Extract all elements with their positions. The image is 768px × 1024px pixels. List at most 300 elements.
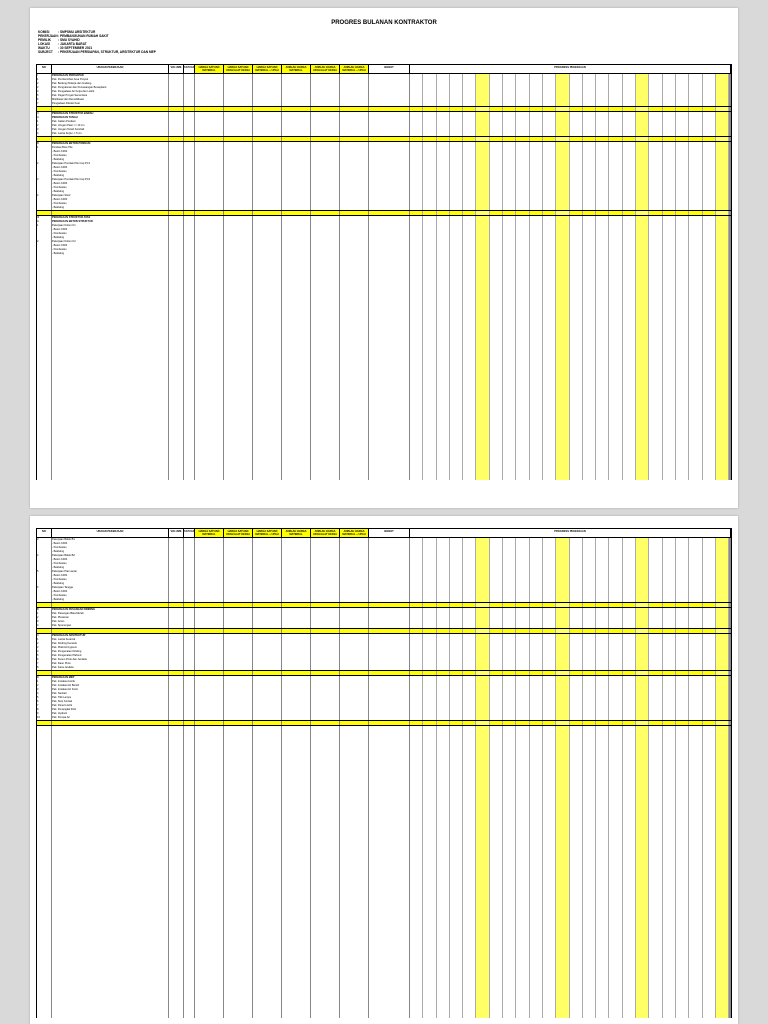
cell-no: 1 [37,638,52,642]
cell-uraian: Pek. Plafond Gypsum [52,646,169,650]
cell-uraian: - Pembesian [52,232,169,236]
cell-jumlah-upah [311,206,340,210]
cell-no [37,603,52,607]
table-body [36,538,732,1018]
cell-no: 5 [37,654,52,658]
cell-uraian: Pek. Pagar Proyek Sementara [52,94,169,98]
cell-volume [169,598,184,602]
cell-harga-upah [224,629,253,633]
cell-no: A [37,220,52,224]
cell-jumlah-upah [311,137,340,141]
cell-harga-total [253,716,282,720]
cell-bobot [369,137,410,141]
table-row [36,476,732,480]
cell-no [37,1014,52,1018]
cell-no [37,721,52,725]
cell-bobot [369,598,410,602]
cell-no: I [37,74,52,78]
cell-progress [410,666,731,670]
cell-no: 4 [37,624,52,628]
cell-harga-total [253,666,282,670]
cell-no: 2 [37,684,52,688]
cell-no: 1 [37,680,52,684]
cell-jumlah-material [282,1014,311,1018]
cell-progress [410,603,731,607]
cell-uraian: - Bekisting [52,174,169,178]
cell-no: 3 [37,178,52,182]
cell-harga-upah [224,721,253,725]
cell-uraian: PEKERJAAN STRUKTUR BAWAH [52,112,169,116]
cell-bobot [369,716,410,720]
cell-no: 7 [37,704,52,708]
table-row [36,132,732,136]
meta-value: : PEKERJAAN PERSIAPAN, STRUKTUR, ARSITEKTUR DAN MEP [58,50,156,54]
cell-progress [410,137,731,141]
cell-jumlah-total [340,666,369,670]
cell-no: 4 [37,194,52,198]
cell-no [37,476,52,480]
report-page-2 [30,516,738,1024]
cell-uraian: Pek. Titik Lampu [52,696,169,700]
cell-progress [410,132,731,136]
cell-harga-material [195,137,224,141]
cell-uraian: - Beton K300 [52,182,169,186]
cell-uraian: - Bekisting [52,252,169,256]
cell-no: 1 [37,146,52,150]
report-meta [38,30,156,54]
cell-uraian: Pek. Galian Pondasi [52,120,169,124]
cell-harga-upah [224,671,253,675]
cell-no: 6 [37,586,52,590]
cell-jumlah-material [282,721,311,725]
cell-jumlah-upah [311,716,340,720]
col-bobot: BOBOT [369,529,410,537]
cell-no: III [37,216,52,220]
cell-jumlah-total [340,624,369,628]
cell-uraian: Pekerjaan Kolom K1 [52,224,169,228]
table-row [36,666,732,670]
cell-harga-material [195,666,224,670]
cell-uraian: - Pembesian [52,594,169,598]
cell-uraian: Pek. Pengecatan Dinding [52,650,169,654]
cell-bobot [369,107,410,111]
col-no: NO [37,529,52,537]
cell-harga-total [253,721,282,725]
cell-uraian: - Bekisting [52,206,169,210]
cell-no [37,137,52,141]
cell-no: 5 [37,570,52,574]
table-row [36,102,732,106]
cell-satuan [184,476,195,480]
cell-jumlah-upah [311,476,340,480]
cell-no: 3 [37,128,52,132]
cell-uraian: Pek. Lantai Keramik [52,638,169,642]
cell-uraian: Pek. Pengadaan Air Kerja dan Listrik [52,90,169,94]
cell-volume [169,107,184,111]
cell-satuan [184,629,195,633]
cell-satuan [184,603,195,607]
cell-satuan [184,671,195,675]
cell-harga-total [253,107,282,111]
cell-uraian: PEKERJAAN PASANGAN DINDING [52,608,169,612]
cell-uraian: Pek. Plesteran [52,616,169,620]
cell-uraian: Pek. Pompa Air [52,716,169,720]
cell-uraian: - Beton K300 [52,166,169,170]
cell-harga-total [253,671,282,675]
cell-uraian: Pek. Stop Kontak [52,700,169,704]
cell-no: 3 [37,620,52,624]
cell-jumlah-total [340,716,369,720]
cell-uraian [52,721,169,725]
cell-progress [410,624,731,628]
cell-no: 3 [37,688,52,692]
col-satuan: SATUAN [184,529,195,537]
col-harga-upah: HARGA SATUAN UPAH/ALAT KERJA [224,529,253,537]
cell-no: 2 [37,124,52,128]
cell-progress [410,716,731,720]
cell-no: 1 [37,78,52,82]
cell-uraian: - Pembesian [52,154,169,158]
cell-bobot [369,603,410,607]
cell-harga-material [195,132,224,136]
cell-uraian: - Bekisting [52,236,169,240]
cell-no [37,598,52,602]
cell-progress [410,107,731,111]
cell-no: 7 [37,662,52,666]
col-bobot: BOBOT [369,65,410,73]
cell-jumlah-upah [311,671,340,675]
cell-uraian: - Beton K300 [52,244,169,248]
cell-volume [169,666,184,670]
cell-uraian [52,137,169,141]
cell-uraian [52,1014,169,1018]
cell-harga-material [195,716,224,720]
col-harga-material: HARGA SATUAN MATERIAL [195,65,224,73]
cell-uraian: PEKERJAAN ARSITEKTUR [52,634,169,638]
cell-uraian: Pondasi Bore Pile [52,146,169,150]
table-header [36,64,732,74]
col-jumlah-total: JUMLAH HARGA MATERIAL + UPAH [340,529,369,537]
cell-harga-material [195,598,224,602]
cell-harga-material [195,211,224,215]
cell-uraian: - Beton K300 [52,542,169,546]
cell-satuan [184,598,195,602]
col-progress: PROGRESS PEKERJAAN [410,529,731,537]
cell-uraian: - Pembesian [52,186,169,190]
cell-uraian [52,476,169,480]
cell-no: 6 [37,700,52,704]
cell-satuan [184,102,195,106]
cell-uraian: - Bekisting [52,190,169,194]
cell-no: II [37,112,52,116]
cell-uraian: - Beton K300 [52,228,169,232]
cell-uraian: Pekerjaan Balok B2 [52,554,169,558]
cell-volume [169,137,184,141]
cell-jumlah-upah [311,624,340,628]
cell-volume [169,629,184,633]
cell-uraian: Pek. Pengecatan Plafond [52,654,169,658]
cell-uraian: - Bekisting [52,598,169,602]
cell-jumlah-total [340,206,369,210]
col-progress: PROGRESS PEKERJAAN [410,65,731,73]
cell-no: 1 [37,120,52,124]
cell-harga-upah [224,624,253,628]
table-body [36,74,732,480]
cell-harga-material [195,721,224,725]
cell-uraian: Pek. Panel Listrik [52,704,169,708]
cell-progress [410,102,731,106]
cell-jumlah-material [282,716,311,720]
cell-harga-upah [224,102,253,106]
cell-uraian: Pek. Sponengan [52,624,169,628]
cell-no: 2 [37,162,52,166]
cell-jumlah-upah [311,721,340,725]
cell-no: 9 [37,712,52,716]
cell-uraian: Pek. Daun Pintu [52,662,169,666]
cell-harga-total [253,137,282,141]
cell-uraian: - Bekisting [52,566,169,570]
cell-satuan [184,137,195,141]
cell-volume [169,671,184,675]
cell-harga-total [253,629,282,633]
cell-jumlah-upah [311,598,340,602]
cell-volume [169,206,184,210]
meta-value: : 30 SEPTEMBER 2021 [58,46,93,50]
meta-value: : PEMBANGUNAN RUMAH SAKIT [58,34,109,38]
cell-jumlah-upah [311,211,340,215]
cell-no [37,206,52,210]
meta-key: PEKERJAAN [38,34,58,38]
cell-harga-upah [224,1014,253,1018]
col-harga-upah: HARGA SATUAN UPAH/ALAT KERJA [224,65,253,73]
cell-uraian: - Pembesian [52,562,169,566]
cell-no: 8 [37,708,52,712]
cell-uraian: Pekerjaan Plat Lantai [52,570,169,574]
cell-bobot [369,1014,410,1018]
cell-jumlah-upah [311,629,340,633]
cell-progress [410,476,731,480]
cell-uraian: Pek. Pembersihan Area Proyek [52,78,169,82]
cell-volume [169,603,184,607]
cell-uraian: Pek. Penangkal Petir [52,708,169,712]
cell-no: B [37,608,52,612]
table-row [36,1014,732,1018]
cell-harga-material [195,476,224,480]
col-volume: VOLUME [169,529,184,537]
cell-harga-total [253,1014,282,1018]
cell-jumlah-total [340,476,369,480]
cell-harga-material [195,624,224,628]
cell-no [37,211,52,215]
cell-uraian: PEKERJAAN PERSIAPAN [52,74,169,78]
cell-harga-upah [224,137,253,141]
col-harga-material: HARGA SATUAN MATERIAL [195,529,224,537]
cell-jumlah-material [282,206,311,210]
cell-uraian [52,211,169,215]
cell-harga-material [195,206,224,210]
col-jumlah-upah: JUMLAH HARGA UPAH/ALAT KERJA [311,529,340,537]
cell-no: 2 [37,642,52,646]
cell-no: 2 [37,240,52,244]
cell-jumlah-upah [311,107,340,111]
cell-jumlah-material [282,666,311,670]
cell-jumlah-material [282,132,311,136]
cell-jumlah-total [340,132,369,136]
cell-harga-upah [224,206,253,210]
cell-harga-total [253,206,282,210]
cell-no: 7 [37,102,52,106]
cell-uraian: - Beton K300 [52,590,169,594]
cell-satuan [184,107,195,111]
cell-uraian: - Beton K300 [52,574,169,578]
cell-uraian: PEKERJAAN BETON PONDASI [52,142,169,146]
cell-no: 8 [37,666,52,670]
meta-row [38,50,156,54]
cell-no [37,671,52,675]
cell-satuan [184,624,195,628]
cell-uraian: Pek. Kusen Pintu dan Jendela [52,658,169,662]
cell-volume [169,102,184,106]
meta-value: : SMU SYAHID [58,38,80,42]
cell-volume [169,716,184,720]
cell-uraian: - Pembesian [52,578,169,582]
cell-uraian [52,629,169,633]
cell-bobot [369,102,410,106]
cell-bobot [369,666,410,670]
col-volume: VOLUME [169,65,184,73]
meta-key: KOMISI [38,30,50,34]
cell-jumlah-total [340,671,369,675]
table-row [36,624,732,628]
cell-harga-material [195,671,224,675]
meta-key: SUBJECT [38,50,53,54]
cell-no: D [37,676,52,680]
cell-uraian: Pek. Urugan Pasir t = 10 cm [52,124,169,128]
cell-harga-upah [224,132,253,136]
cell-jumlah-material [282,629,311,633]
cell-uraian: Pek. Instalasi Listrik [52,680,169,684]
cell-uraian [52,107,169,111]
cell-jumlah-material [282,624,311,628]
cell-jumlah-upah [311,1014,340,1018]
cell-volume [169,132,184,136]
cell-jumlah-total [340,598,369,602]
table-row [36,206,732,210]
cell-uraian: Pekerjaan Kolom K2 [52,240,169,244]
col-uraian: URAIAN PEKERJAAN [52,65,169,73]
table-row [36,716,732,720]
cell-bobot [369,671,410,675]
cell-no: 6 [37,98,52,102]
cell-harga-material [195,1014,224,1018]
cell-harga-upah [224,598,253,602]
cell-progress [410,206,731,210]
cell-uraian: Pek. Lantai Kerja t = 5 cm [52,132,169,136]
col-jumlah-total: JUMLAH HARGA MATERIAL + UPAH [340,65,369,73]
cell-uraian: - Beton K300 [52,150,169,154]
cell-uraian [52,671,169,675]
cell-harga-upah [224,716,253,720]
cell-no: 3 [37,646,52,650]
report-title: PROGRES BULANAN KONTRAKTOR [331,20,437,26]
col-no: NO [37,65,52,73]
cell-no: 4 [37,90,52,94]
cell-uraian: - Pembesian [52,546,169,550]
cell-no: 2 [37,82,52,86]
cell-satuan [184,211,195,215]
cell-jumlah-material [282,102,311,106]
cell-volume [169,1014,184,1018]
cell-uraian: Pek. Urugan Tanah Kembali [52,128,169,132]
cell-uraian: - Bekisting [52,158,169,162]
cell-no: 4 [37,692,52,696]
cell-jumlah-material [282,137,311,141]
cell-harga-total [253,598,282,602]
cell-progress [410,598,731,602]
cell-uraian: Pek. Pengukuran dan Pemasangan Bouwplank [52,86,169,90]
cell-uraian: Pek. Bedeng Pekerja dan Gudang [52,82,169,86]
report-page-1 [30,8,738,508]
cell-jumlah-upah [311,132,340,136]
cell-satuan [184,1014,195,1018]
cell-uraian: Pek. Instalasi Air Kotor [52,688,169,692]
cell-jumlah-upah [311,603,340,607]
cell-bobot [369,132,410,136]
cell-harga-total [253,476,282,480]
cell-jumlah-total [340,603,369,607]
cell-jumlah-total [340,137,369,141]
cell-jumlah-total [340,107,369,111]
cell-harga-material [195,629,224,633]
meta-key: PEMILIK [38,38,51,42]
meta-key: WAKTU [38,46,50,50]
cell-harga-total [253,211,282,215]
col-uraian: URAIAN PEKERJAAN [52,529,169,537]
cell-no: 4 [37,132,52,136]
cell-uraian: - Bekisting [52,550,169,554]
cell-harga-material [195,107,224,111]
cell-uraian: PEKERJAAN BETON STRUKTUR [52,220,169,224]
cell-volume [169,211,184,215]
cell-uraian: Pekerjaan Tangga [52,586,169,590]
cell-jumlah-material [282,476,311,480]
cell-no: 5 [37,94,52,98]
cell-no: 1 [37,612,52,616]
cell-volume [169,721,184,725]
cell-bobot [369,629,410,633]
cell-harga-upah [224,476,253,480]
col-jumlah-material: JUMLAH HARGA MATERIAL [282,529,311,537]
cell-uraian: Pek. Pasangan Bata Merah [52,612,169,616]
cell-jumlah-material [282,107,311,111]
cell-uraian: - Beton K300 [52,198,169,202]
cell-jumlah-total [340,629,369,633]
cell-uraian: Pekerjaan Sloof [52,194,169,198]
cell-harga-material [195,102,224,106]
cell-uraian: PEKERJAAN STRUKTUR ATAS [52,216,169,220]
cell-progress [410,211,731,215]
meta-value: : JAKARTA BARAT [58,42,87,46]
cell-harga-material [195,603,224,607]
col-harga-total: HARGA SATUAN MATERIAL + UPAH [253,65,282,73]
table-row [36,598,732,602]
rab-table-2 [36,528,732,1018]
col-jumlah-upah: JUMLAH HARGA UPAH/ALAT KERJA [311,65,340,73]
cell-volume [169,476,184,480]
cell-harga-total [253,624,282,628]
cell-bobot [369,721,410,725]
cell-no: 1 [37,224,52,228]
